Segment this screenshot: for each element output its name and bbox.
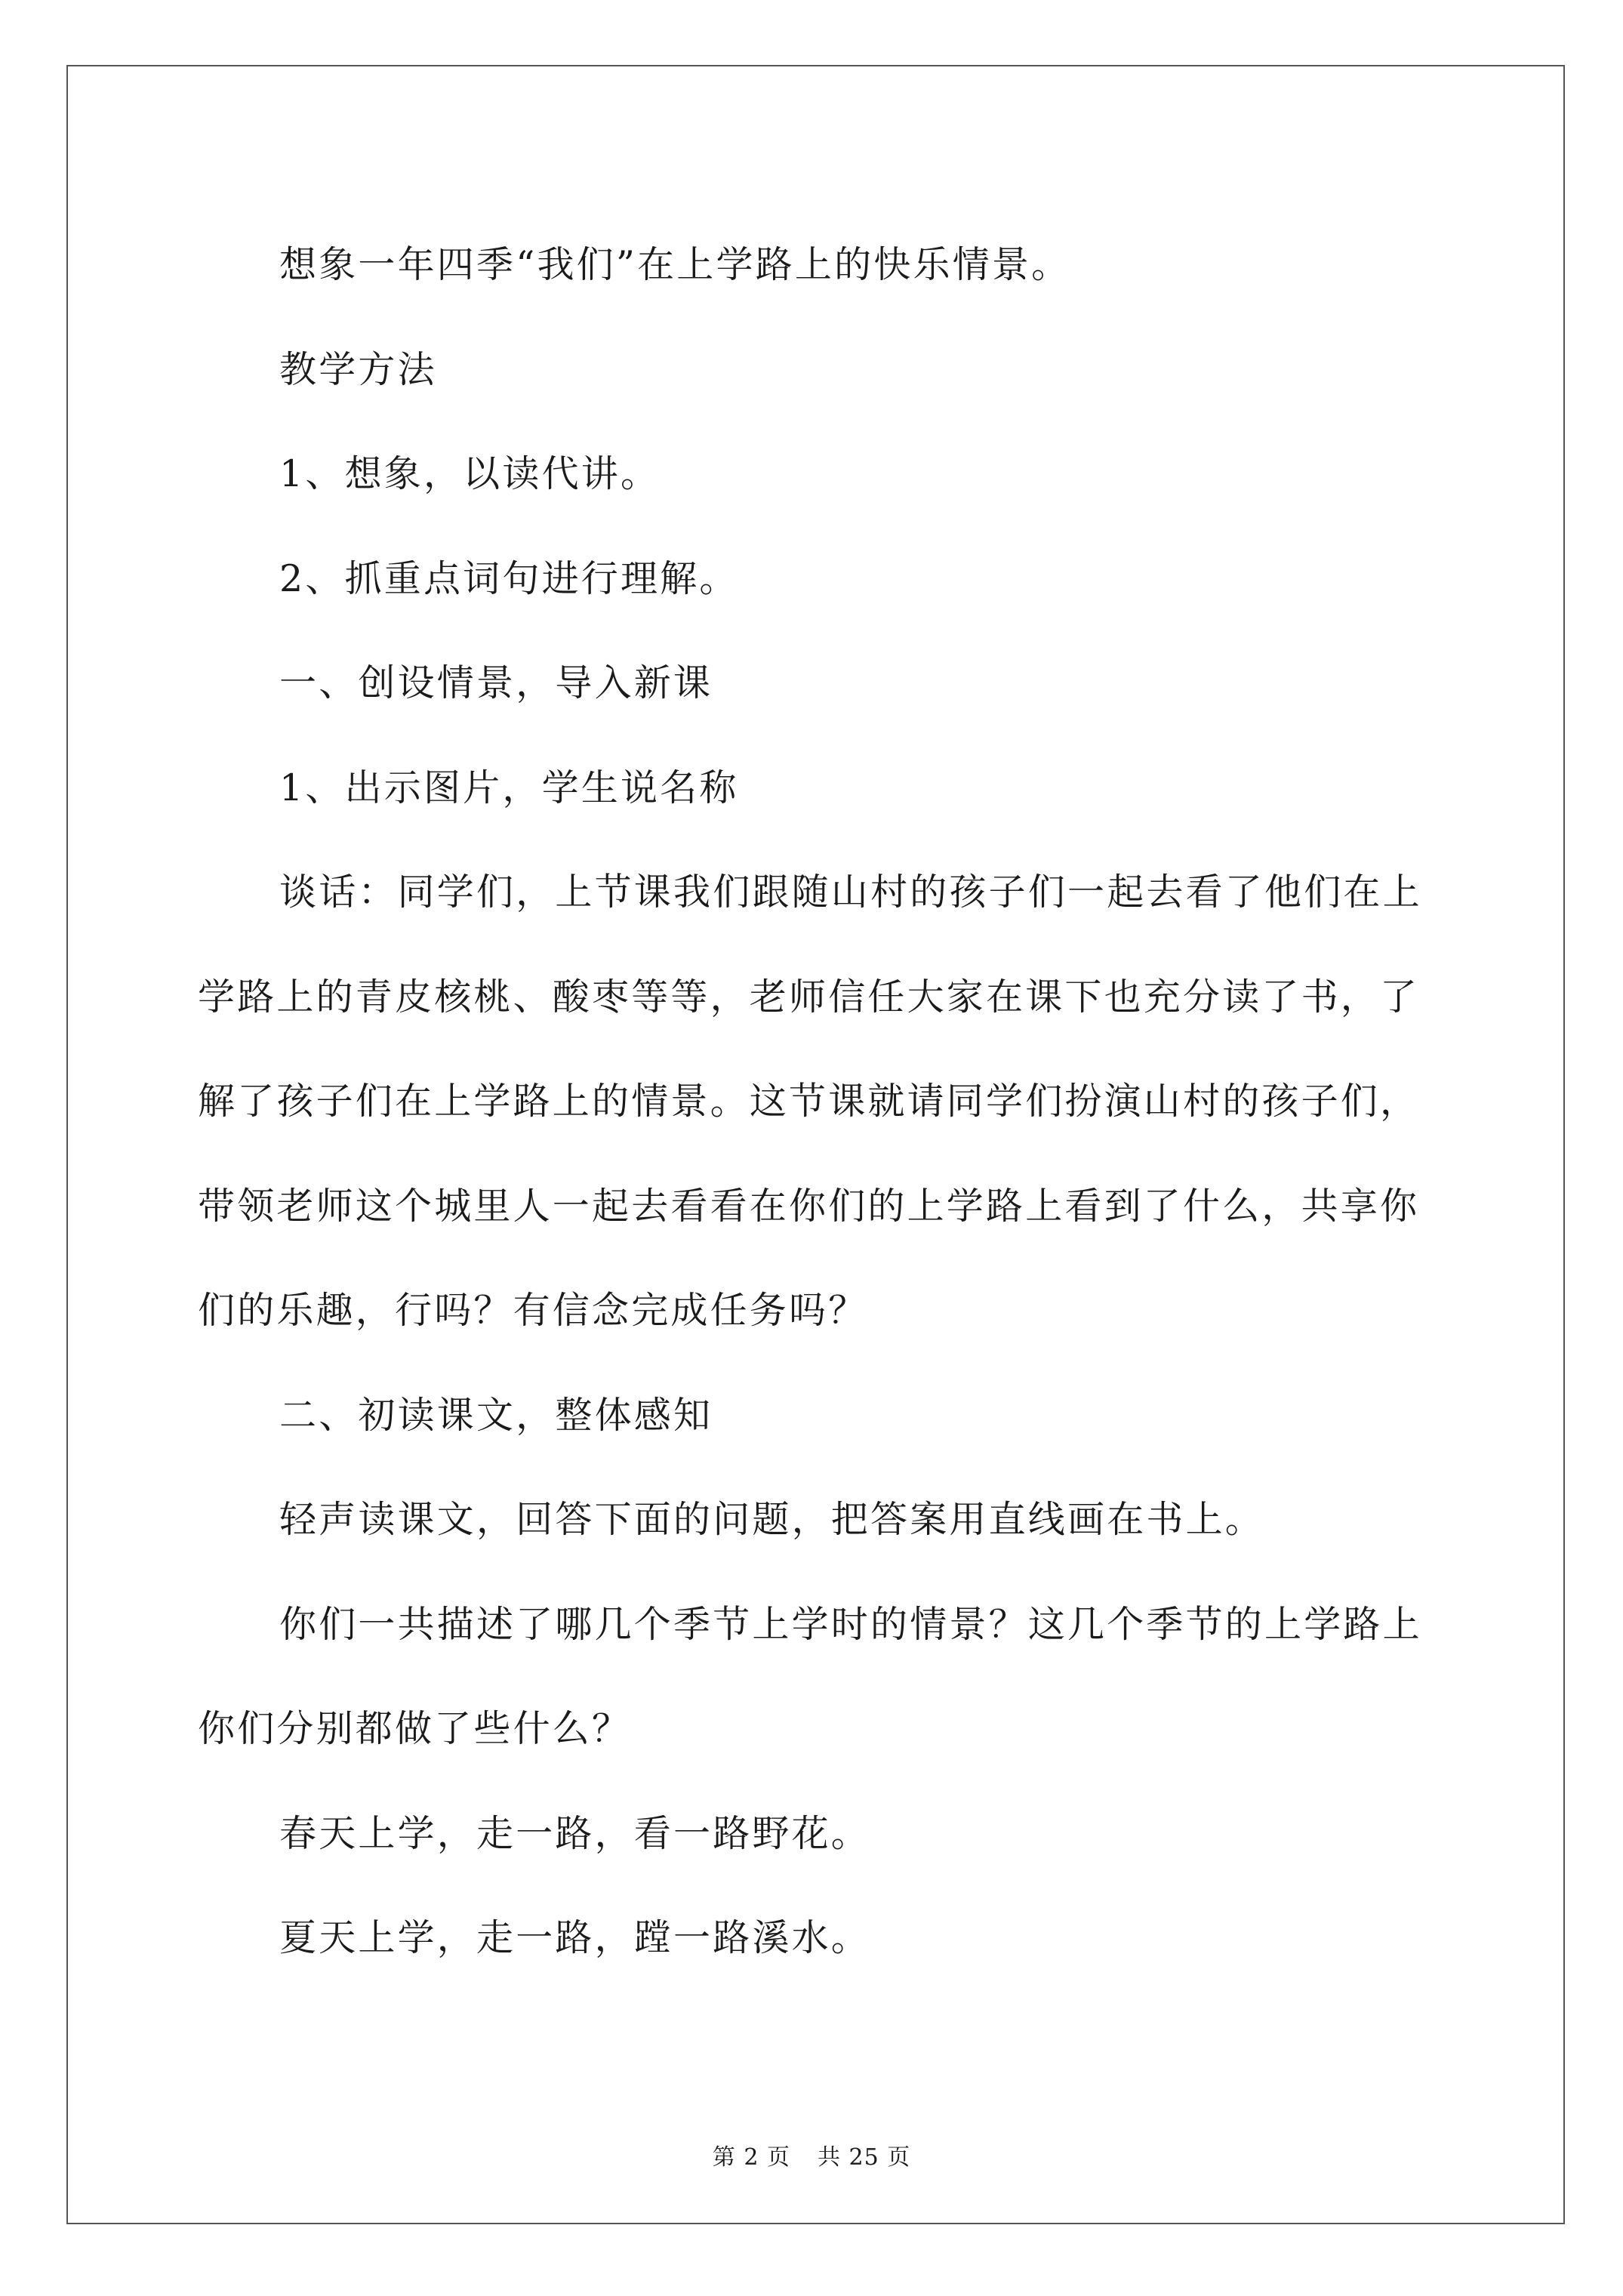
document-body: [198, 213, 1430, 1991]
paragraph-5: 一、创设情景，导入新课: [279, 661, 713, 704]
paragraph-9: 轻声读课文，回答下面的问题，把答案用直线画在书上。: [279, 1498, 1265, 1541]
page-footer: [0, 2143, 1623, 2173]
paragraph-4: 2、抓重点词句进行理解。: [279, 556, 739, 600]
paragraph-11: 春天上学，走一路，看一路野花。: [279, 1811, 871, 1855]
page-number: 第 2 页: [712, 2144, 790, 2171]
paragraph-3: 1、想象，以读代讲。: [279, 452, 661, 495]
paragraph-8: 二、初读课文，整体感知: [279, 1393, 713, 1437]
paragraph-2: 教学方法: [279, 347, 437, 391]
paragraph-10: 你们一共描述了哪几个季节上学时的情景？这几个季节的上学路上你们分别都做了些什么？: [198, 1602, 1422, 1750]
paragraph-12: 夏天上学，走一路，蹚一路溪水。: [279, 1916, 871, 1959]
paragraph-6: 1、出示图片，学生说名称: [279, 766, 739, 809]
page-total: 共 25 页: [817, 2144, 911, 2171]
paragraph-1: 想象一年四季“我们”在上学路上的快乐情景。: [279, 243, 1071, 286]
paragraph-7: 谈话：同学们，上节课我们跟随山村的孩子们一起去看了他们在上学路上的青皮核桃、酸枣等等，老师信任大家在课下也充分读了书，了解了孩子们在上学路上的情景。这节课就请同学们扮演山村的孩子们，带领老师这个城里人一起去看看在你们的上学路上看到了什么，共享你们的乐趣，行吗？有信念完成任务吗？: [198, 871, 1422, 1332]
